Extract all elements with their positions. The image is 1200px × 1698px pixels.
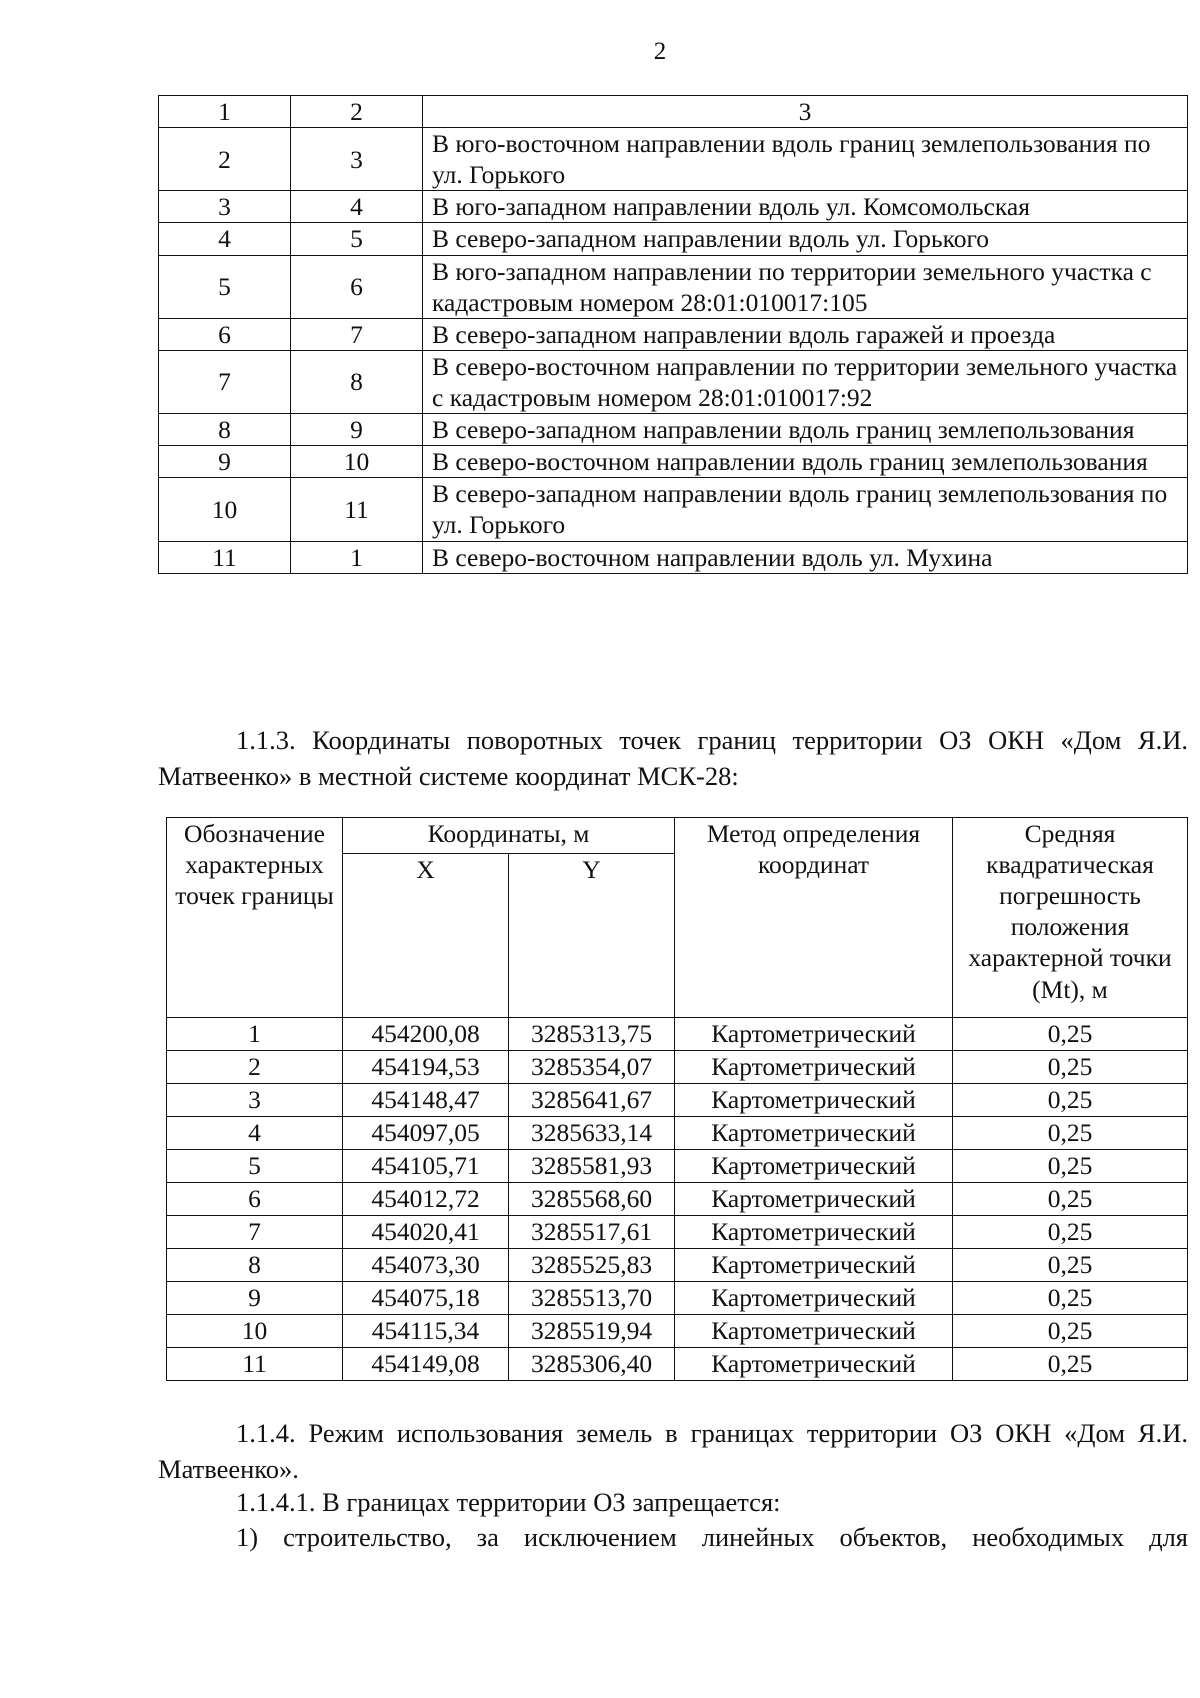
method: Картометрический: [675, 1150, 953, 1183]
section-1-1-3: 1.1.3. Координаты поворотных точек границ территории ОЗ ОКН «Дом Я.И. Матвеенко» в местной системе координат МСК-28:: [158, 725, 1188, 791]
boundary-description: В юго-западном направлении вдоль ул. Комсомольская: [423, 191, 1188, 223]
table-row: [167, 1117, 1188, 1150]
list-item-1: 1) строительство, за исключением линейных объектов, необходимых для: [236, 1522, 1188, 1552]
table-row: [159, 478, 1188, 541]
method: Картометрический: [675, 1018, 953, 1051]
table-row: [167, 1150, 1188, 1183]
section-1-1-4-1: 1.1.4.1. В границах территории ОЗ запрещается:: [236, 1487, 781, 1517]
method: Картометрический: [675, 1183, 953, 1216]
coord-y: 3285517,61: [509, 1216, 675, 1249]
header-y: Y: [509, 854, 675, 1018]
table-row: [167, 1018, 1188, 1051]
table-row: [159, 414, 1188, 446]
header-coordinates: Координаты, м: [343, 818, 675, 854]
boundary-description: В северо-западном направлении вдоль гаражей и проезда: [423, 318, 1188, 350]
coord-x: 454075,18: [343, 1282, 509, 1315]
mean-error: 0,25: [953, 1216, 1188, 1249]
coord-x: 454097,05: [343, 1117, 509, 1150]
table-row: [167, 1216, 1188, 1249]
boundary-description: В северо-западном направлении вдоль ул. Горького: [423, 223, 1188, 255]
coord-x: 454073,30: [343, 1249, 509, 1282]
table-row: [159, 223, 1188, 255]
table-row: [167, 1282, 1188, 1315]
column-header: 2: [291, 96, 423, 128]
table-header-row: [159, 96, 1188, 128]
column-header: 1: [159, 96, 291, 128]
from-point: 2: [159, 128, 291, 191]
to-point: 8: [291, 350, 423, 413]
header-mean-error: Средняя квадратическая погрешность положения характерной точки (Mt), м: [953, 818, 1188, 1018]
point-id: 1: [167, 1018, 343, 1051]
table-row: [167, 1315, 1188, 1348]
table-row: [159, 191, 1188, 223]
method: Картометрический: [675, 1117, 953, 1150]
to-point: 5: [291, 223, 423, 255]
boundary-description: В юго-восточном направлении вдоль границ землепользования по ул. Горького: [423, 128, 1188, 191]
point-id: 8: [167, 1249, 343, 1282]
column-header: 3: [423, 96, 1188, 128]
boundary-description: В юго-западном направлении по территории земельного участка с кадастровым номером 28:01:010017:105: [423, 255, 1188, 318]
boundary-table: [158, 95, 1188, 574]
header-x: X: [343, 854, 509, 1018]
boundary-description: В северо-восточном направлении вдоль ул. Мухина: [423, 541, 1188, 573]
boundary-description: В северо-западном направлении вдоль границ землепользования по ул. Горького: [423, 478, 1188, 541]
coord-y: 3285641,67: [509, 1084, 675, 1117]
coord-y: 3285633,14: [509, 1117, 675, 1150]
method: Картометрический: [675, 1315, 953, 1348]
coord-y: 3285313,75: [509, 1018, 675, 1051]
coord-x: 454012,72: [343, 1183, 509, 1216]
mean-error: 0,25: [953, 1150, 1188, 1183]
from-point: 4: [159, 223, 291, 255]
table-row: [159, 446, 1188, 478]
method: Картометрический: [675, 1348, 953, 1381]
coord-y: 3285581,93: [509, 1150, 675, 1183]
mean-error: 0,25: [953, 1051, 1188, 1084]
coord-x: 454105,71: [343, 1150, 509, 1183]
table-row: [159, 350, 1188, 413]
from-point: 8: [159, 414, 291, 446]
from-point: 3: [159, 191, 291, 223]
point-id: 10: [167, 1315, 343, 1348]
mean-error: 0,25: [953, 1249, 1188, 1282]
table-row: [159, 255, 1188, 318]
point-id: 7: [167, 1216, 343, 1249]
to-point: 6: [291, 255, 423, 318]
to-point: 7: [291, 318, 423, 350]
boundary-description: В северо-восточном направлении по территории земельного участка с кадастровым номером 28:01:010017:92: [423, 350, 1188, 413]
mean-error: 0,25: [953, 1348, 1188, 1381]
point-id: 9: [167, 1282, 343, 1315]
coord-x: 454149,08: [343, 1348, 509, 1381]
to-point: 9: [291, 414, 423, 446]
method: Картометрический: [675, 1249, 953, 1282]
from-point: 9: [159, 446, 291, 478]
point-id: 5: [167, 1150, 343, 1183]
from-point: 10: [159, 478, 291, 541]
coord-y: 3285306,40: [509, 1348, 675, 1381]
from-point: 5: [159, 255, 291, 318]
method: Картометрический: [675, 1051, 953, 1084]
from-point: 6: [159, 318, 291, 350]
to-point: 4: [291, 191, 423, 223]
table-row: [167, 1348, 1188, 1381]
to-point: 10: [291, 446, 423, 478]
coordinates-table: [166, 817, 1188, 1381]
from-point: 11: [159, 541, 291, 573]
coord-y: 3285354,07: [509, 1051, 675, 1084]
mean-error: 0,25: [953, 1018, 1188, 1051]
mean-error: 0,25: [953, 1117, 1188, 1150]
table-header-row: [167, 818, 1188, 854]
to-point: 3: [291, 128, 423, 191]
from-point: 7: [159, 350, 291, 413]
to-point: 11: [291, 478, 423, 541]
header-point-designation: Обозначение характерных точек границы: [167, 818, 343, 1018]
point-id: 4: [167, 1117, 343, 1150]
table-row: [159, 318, 1188, 350]
point-id: 6: [167, 1183, 343, 1216]
page-number: 2: [653, 38, 667, 65]
point-id: 2: [167, 1051, 343, 1084]
method: Картометрический: [675, 1282, 953, 1315]
mean-error: 0,25: [953, 1315, 1188, 1348]
header-method: Метод определения координат: [675, 818, 953, 1018]
coord-x: 454020,41: [343, 1216, 509, 1249]
coord-y: 3285519,94: [509, 1315, 675, 1348]
method: Картометрический: [675, 1084, 953, 1117]
boundary-description: В северо-восточном направлении вдоль границ землепользования: [423, 446, 1188, 478]
point-id: 3: [167, 1084, 343, 1117]
coord-y: 3285568,60: [509, 1183, 675, 1216]
point-id: 11: [167, 1348, 343, 1381]
table-row: [159, 128, 1188, 191]
table-row: [167, 1183, 1188, 1216]
mean-error: 0,25: [953, 1282, 1188, 1315]
table-row: [167, 1249, 1188, 1282]
to-point: 1: [291, 541, 423, 573]
coord-x: 454115,34: [343, 1315, 509, 1348]
section-1-1-4: 1.1.4. Режим использования земель в границах территории ОЗ ОКН «Дом Я.И. Матвеенко».: [158, 1418, 1188, 1484]
method: Картометрический: [675, 1216, 953, 1249]
mean-error: 0,25: [953, 1084, 1188, 1117]
table-row: [159, 541, 1188, 573]
table-row: [167, 1051, 1188, 1084]
coord-x: 454194,53: [343, 1051, 509, 1084]
table-row: [167, 1084, 1188, 1117]
coord-x: 454200,08: [343, 1018, 509, 1051]
coord-x: 454148,47: [343, 1084, 509, 1117]
mean-error: 0,25: [953, 1183, 1188, 1216]
coord-y: 3285525,83: [509, 1249, 675, 1282]
boundary-description: В северо-западном направлении вдоль границ землепользования: [423, 414, 1188, 446]
coord-y: 3285513,70: [509, 1282, 675, 1315]
